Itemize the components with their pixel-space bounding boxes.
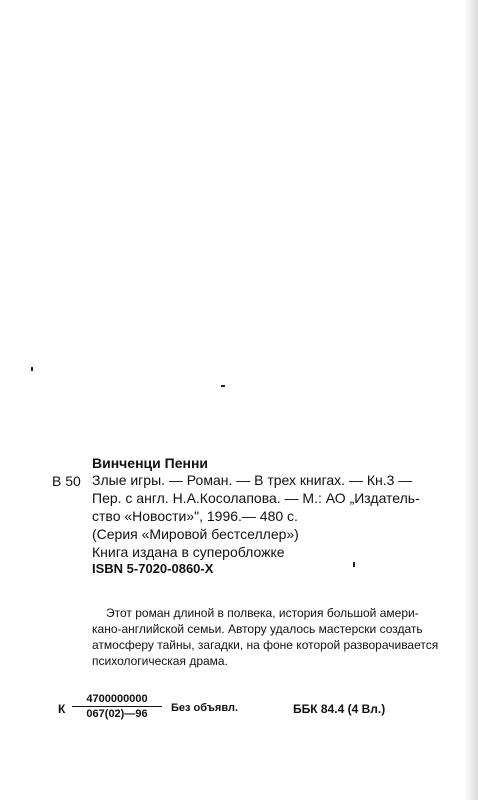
bbk-code: ББК 84.4 (4 Вл.) (293, 702, 386, 716)
k-letter: К (58, 702, 66, 716)
catalog-fraction (72, 693, 162, 720)
classification-code: В 50 (52, 473, 81, 489)
annotation-line: атмосферу тайны, загадки, на фоне которой разворачивается (92, 638, 439, 652)
scan-speck (353, 562, 355, 567)
annotation-line: кано-английской семьи. Автору удалось мастерски создать (92, 622, 423, 636)
author-name: Винченци Пенни (92, 455, 209, 471)
page-edge-shadow (464, 0, 478, 800)
fraction-numerator: 4700000000 (72, 693, 162, 707)
bibliographic-line: Пер. с англ. Н.А.Косолапова. — М.: АО „Издатель- (92, 490, 420, 506)
bibliographic-line: ство «Новости»", 1996.— 480 с. (92, 508, 298, 524)
annotation-line: психологическая драма. (92, 654, 228, 668)
isbn: ISBN 5-7020-0860-X (92, 561, 214, 576)
scan-speck (31, 367, 33, 371)
imprint-footer (58, 693, 458, 733)
bibliographic-description (92, 471, 442, 561)
annotation (92, 605, 439, 669)
annotation-line: Этот роман длиной в полвека, история большой амери- (106, 606, 419, 620)
bibliographic-line: Книга издана в суперобложке (92, 544, 285, 560)
fraction-denominator: 067(02)—96 (86, 708, 148, 720)
bibliographic-line: (Серия «Мировой бестселлер») (92, 526, 299, 542)
price-note: Без объявл. (171, 702, 239, 714)
bibliographic-line: Злые игры. — Роман. — В трех книгах. — Кн.3 — (92, 472, 413, 488)
scan-speck (221, 385, 225, 387)
